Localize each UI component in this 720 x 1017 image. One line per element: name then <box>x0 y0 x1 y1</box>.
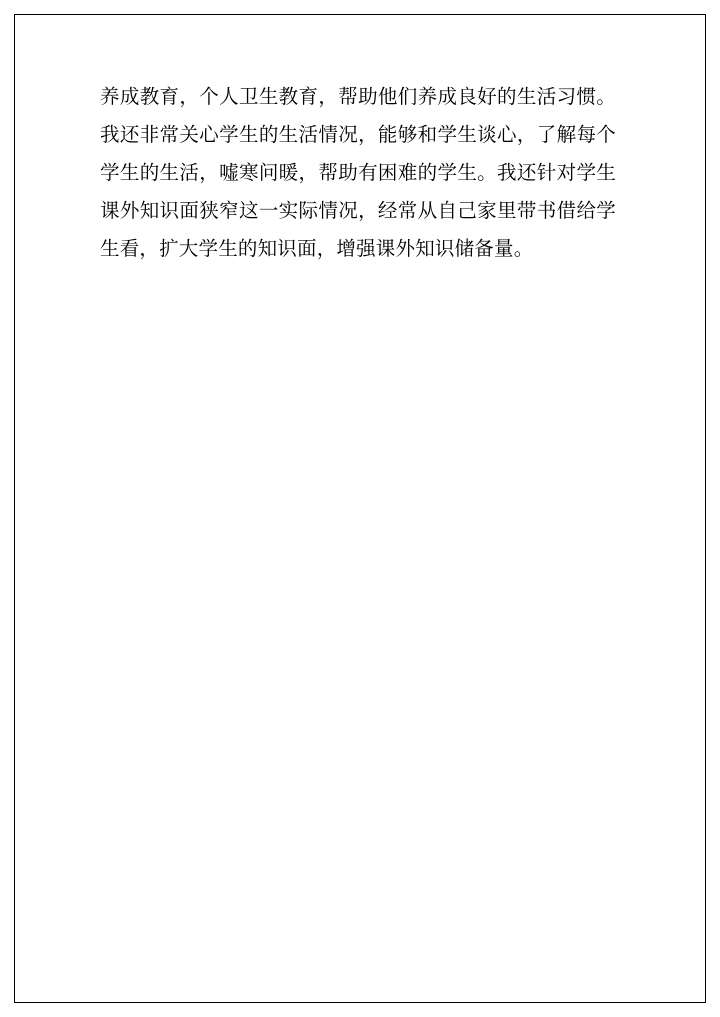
body-paragraph: 养成教育，个人卫生教育，帮助他们养成良好的生活习惯。我还非常关心学生的生活情况，能够和学生谈心，了解每个学生的生活，嘘寒问暖，帮助有困难的学生。我还针对学生课外知识面狭窄这一实际情况，经常从自己家里带书借给学生看，扩大学生的知识面，增强课外知识储备量。 <box>100 85 616 260</box>
document-body <box>100 78 616 268</box>
